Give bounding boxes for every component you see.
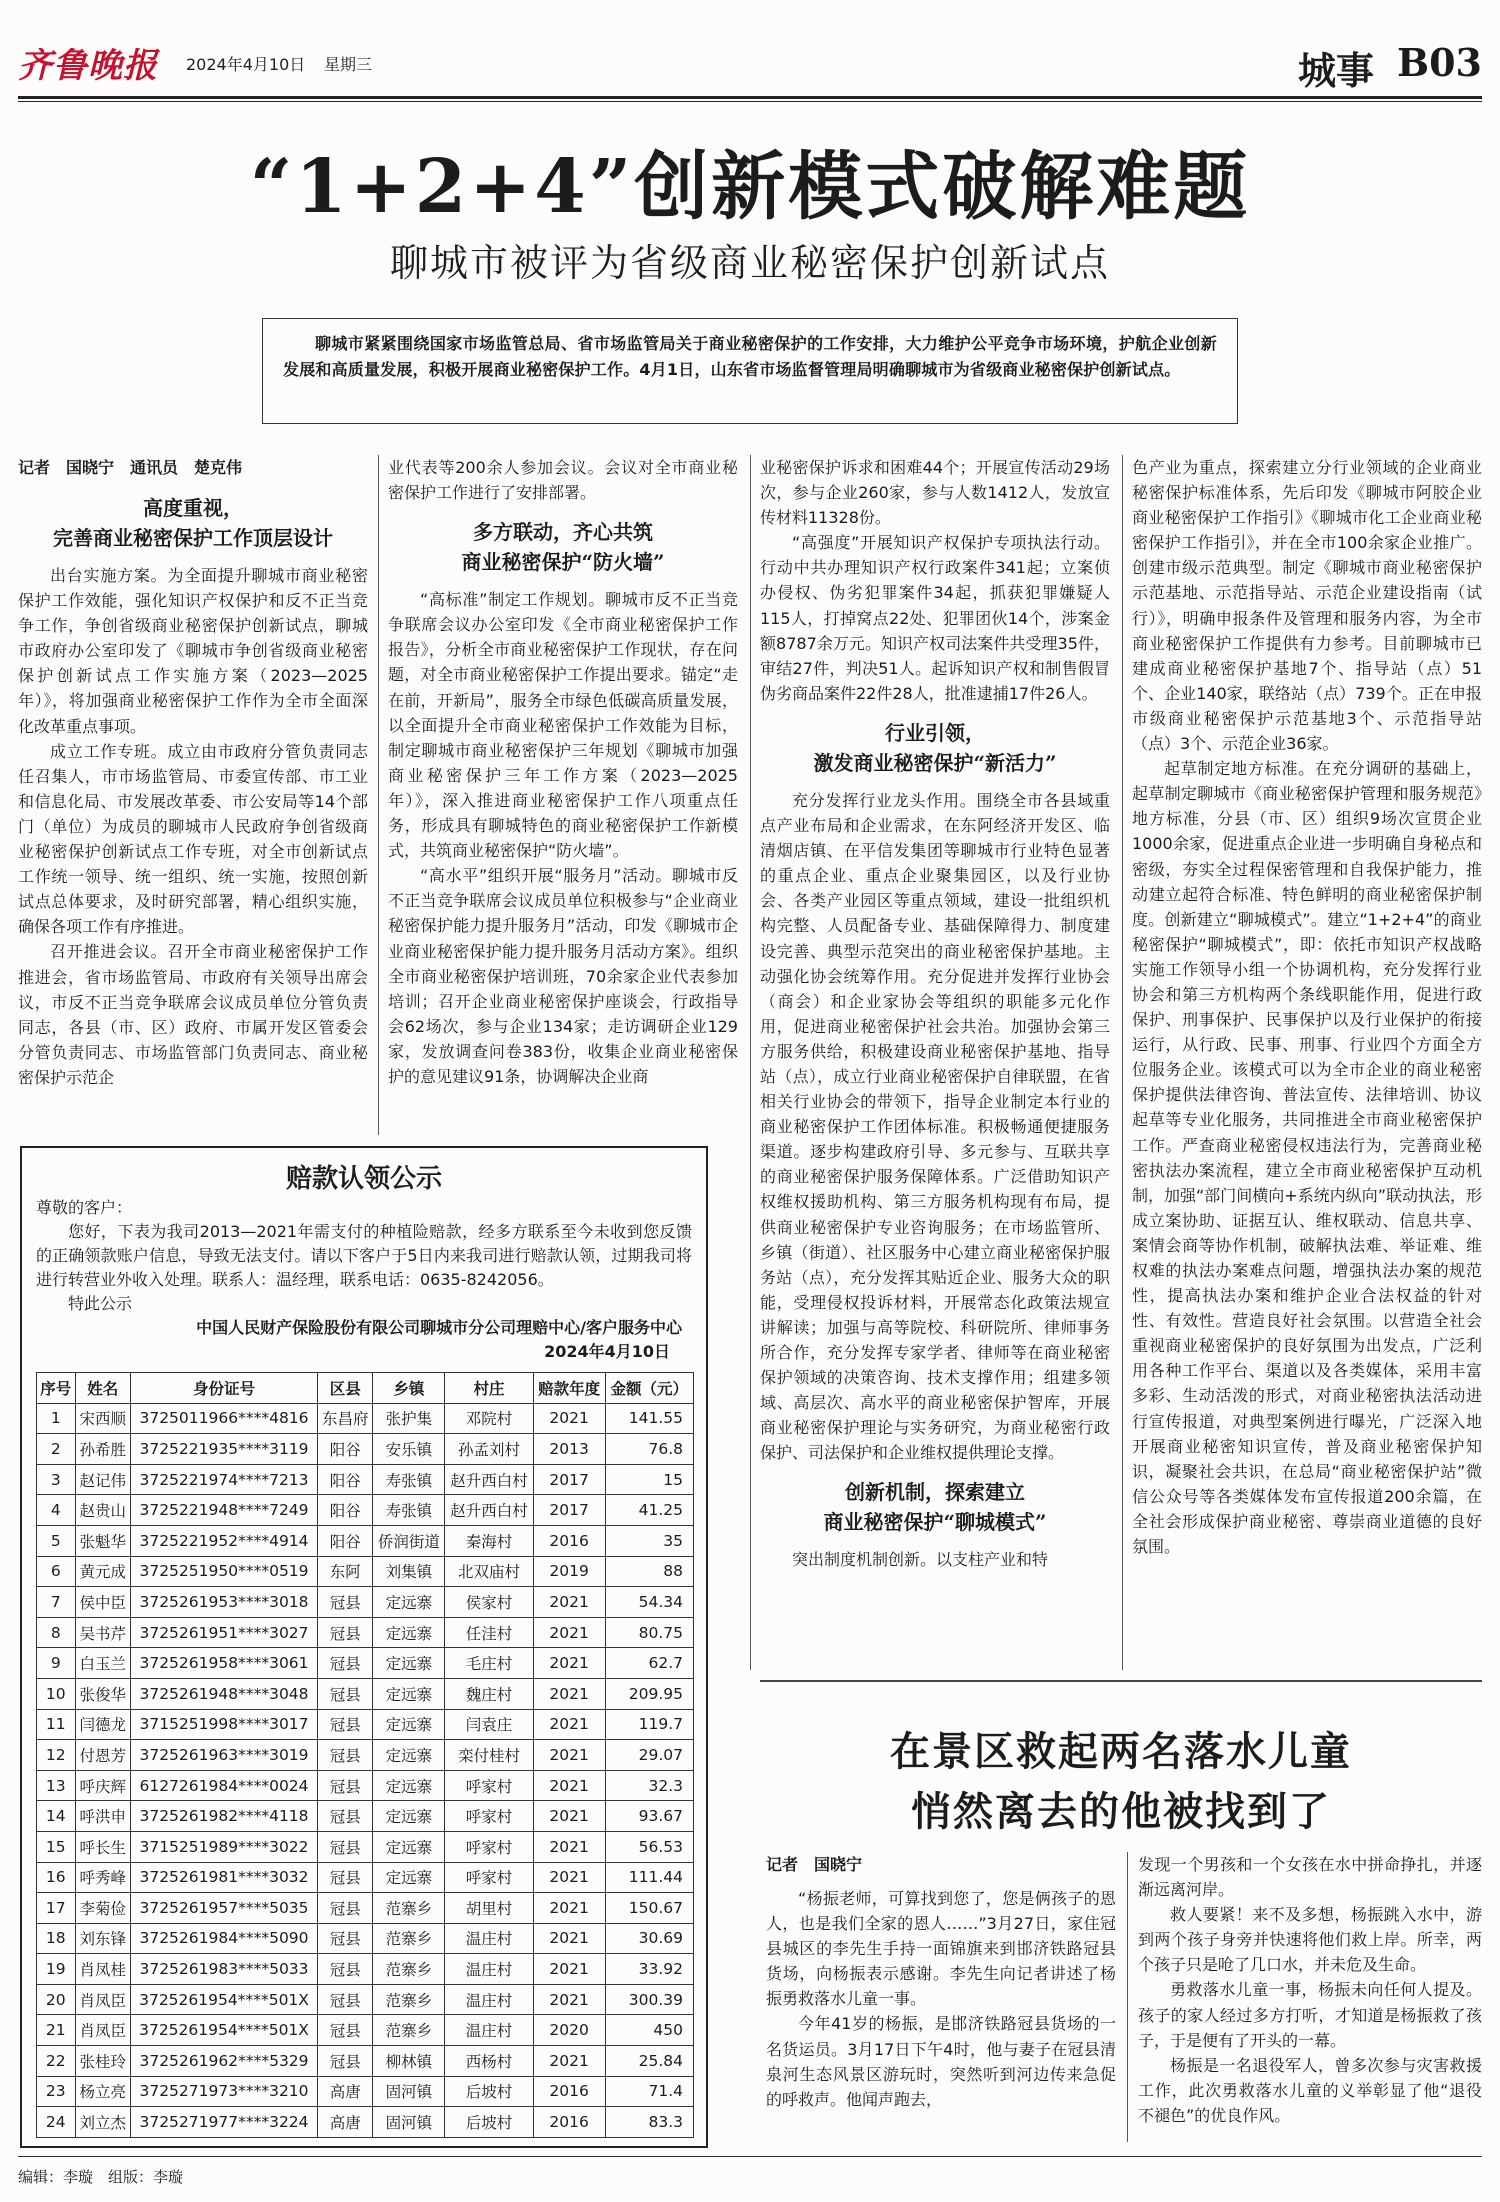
editor-credits: 编辑：李璇 组版：李璇: [18, 2168, 184, 2186]
table-cell: 20: [37, 1984, 76, 2015]
table-cell: 呼家村: [445, 1862, 533, 1893]
table-row: [37, 1556, 694, 1587]
paragraph: 成立工作专班。成立由市政府分管负责同志任召集人，市市场监管局、市委宣传部、市工业和信息化局、市发展改革委、市公安局等14个部门（单位）为成员的聊城市人民政府争创省级商业秘密保护创新试点工作专班，对全市创新试点工作统一领导、统一组织、统一实施，按照创新试点总体要求，及时研究部署，精心组织实施，确保各项工作有序推进。: [18, 741, 368, 937]
table-cell: 22: [37, 2046, 76, 2077]
table-cell: 3725271977****3224: [130, 2107, 317, 2138]
table-cell: 41.25: [605, 1495, 693, 1526]
table-cell: 呼家村: [445, 1801, 533, 1832]
story-title-line1: 在景区救起两名落水儿童: [890, 1728, 1352, 1775]
table-cell: 闫袁庄: [445, 1709, 533, 1740]
table-cell: 19: [37, 1954, 76, 1985]
table-cell: 21: [37, 2015, 76, 2046]
table-cell: 范寨乡: [373, 1954, 445, 1985]
table-cell: 35: [605, 1525, 693, 1556]
table-row: [37, 1709, 694, 1740]
table-cell: 冠县: [318, 1831, 373, 1862]
table-cell: 3715251989****3022: [130, 1831, 317, 1862]
table-cell: 定远寨: [373, 1648, 445, 1679]
table-cell: 2021: [533, 1862, 605, 1893]
table-cell: 33.92: [605, 1954, 693, 1985]
table-cell: 141.55: [605, 1403, 693, 1434]
table-cell: 8: [37, 1617, 76, 1648]
table-cell: 3725261948****3048: [130, 1678, 317, 1709]
table-cell: 冠县: [318, 1740, 373, 1771]
table-cell: 定远寨: [373, 1678, 445, 1709]
table-cell: 3725261963****3019: [130, 1740, 317, 1771]
table-cell: 冠县: [318, 1617, 373, 1648]
masthead-rule: [18, 96, 1482, 99]
table-cell: 定远寨: [373, 1801, 445, 1832]
table-cell: 定远寨: [373, 1862, 445, 1893]
publication-weekday: 星期三: [324, 55, 373, 74]
table-cell: 5: [37, 1525, 76, 1556]
table-cell: 23: [37, 2076, 76, 2107]
table-cell: 定远寨: [373, 1617, 445, 1648]
table-cell: 119.7: [605, 1709, 693, 1740]
table-cell: 24: [37, 2107, 76, 2138]
table-cell: 2021: [533, 1893, 605, 1924]
table-cell: 17: [37, 1893, 76, 1924]
table-cell: 阳谷: [318, 1495, 373, 1526]
paragraph: 业代表等200余人参加会议。会议对全市商业秘密保护工作进行了安排部署。: [388, 458, 738, 503]
table-row: [37, 1434, 694, 1465]
table-row: [37, 1740, 694, 1771]
table-cell: 侨润街道: [373, 1525, 445, 1556]
table-cell: 孙孟刘村: [445, 1434, 533, 1465]
table-cell: 范寨乡: [373, 1923, 445, 1954]
table-cell: 2021: [533, 2046, 605, 2077]
table-cell: 3725261981****3032: [130, 1862, 317, 1893]
table-cell: 15: [605, 1464, 693, 1495]
table-cell: 定远寨: [373, 1709, 445, 1740]
table-header-row: [37, 1373, 694, 1404]
paragraph: 突出制度机制创新。以支柱产业和特: [792, 1550, 1049, 1570]
table-row: [37, 1678, 694, 1709]
table-cell: 冠县: [318, 2046, 373, 2077]
table-cell: 冠县: [318, 1893, 373, 1924]
notice-date: 2024年4月10日: [544, 1342, 670, 1361]
table-cell: 3725261983****5033: [130, 1954, 317, 1985]
section-heading-1-line1: 高度重视，: [143, 496, 243, 520]
table-cell: 孙希胜: [75, 1434, 130, 1465]
table-cell: 柳林镇: [373, 2046, 445, 2077]
notice-body: 您好，下表为我司2013—2021年需支付的种植险赔款，经多方联系至今未收到您反馈的正确领款账户信息，导致无法支付。请以下客户于5日内来我司进行赔款认领，过期我司将进行转营业外收入处理。联系人：温经理，联系电话：0635-8242056。: [36, 1222, 692, 1289]
table-cell: 2: [37, 1434, 76, 1465]
table-cell: 54.34: [605, 1587, 693, 1618]
table-cell: 高唐: [318, 2107, 373, 2138]
claim-notice: [20, 1146, 708, 2148]
table-cell: 后坡村: [445, 2076, 533, 2107]
table-row: [37, 1801, 694, 1832]
table-cell: 定远寨: [373, 1587, 445, 1618]
table-cell: 3715251998****3017: [130, 1709, 317, 1740]
table-header-cell: 身份证号: [130, 1373, 317, 1404]
table-row: [37, 1954, 694, 1985]
table-cell: 阳谷: [318, 1464, 373, 1495]
table-row: [37, 1893, 694, 1924]
section-heading-3-line1: 行业引领，: [885, 720, 985, 745]
table-cell: 侯中臣: [75, 1587, 130, 1618]
table-cell: 2021: [533, 1923, 605, 1954]
table-cell: 呼秀峰: [75, 1862, 130, 1893]
table-row: [37, 2015, 694, 2046]
table-cell: 29.07: [605, 1740, 693, 1771]
table-cell: 冠县: [318, 1923, 373, 1954]
table-cell: 吴书芹: [75, 1617, 130, 1648]
section-heading-4-line2: 商业秘密保护“聊城模式”: [823, 1510, 1047, 1535]
page-subheadline: 聊城市被评为省级商业秘密保护创新试点: [389, 241, 1110, 285]
column-divider: [1127, 1852, 1128, 2142]
table-cell: 肖凤臣: [75, 2015, 130, 2046]
story-column-1: [766, 1852, 1116, 2112]
table-cell: 刘集镇: [373, 1556, 445, 1587]
table-cell: 62.7: [605, 1648, 693, 1679]
section-heading-1-line2: 完善商业秘密保护工作顶层设计: [53, 526, 333, 550]
notice-issuer: 中国人民财产保险股份有限公司聊城市分公司理赔中心/客户服务中心: [196, 1318, 682, 1337]
table-cell: 2021: [533, 1801, 605, 1832]
table-cell: 2016: [533, 1525, 605, 1556]
lead-box: [262, 318, 1238, 424]
table-cell: 3725261984****5090: [130, 1923, 317, 1954]
table-cell: 刘东锋: [75, 1923, 130, 1954]
table-cell: 冠县: [318, 1954, 373, 1985]
table-cell: 10: [37, 1678, 76, 1709]
table-cell: 安乐镇: [373, 1434, 445, 1465]
table-cell: 2021: [533, 1831, 605, 1862]
table-row: [37, 1403, 694, 1434]
table-cell: 2021: [533, 1587, 605, 1618]
table-cell: 范寨乡: [373, 2015, 445, 2046]
table-cell: 张护集: [373, 1403, 445, 1434]
table-row: [37, 2046, 694, 2077]
table-cell: 冠县: [318, 1587, 373, 1618]
paragraph: 勇救落水儿童一事，杨振未向任何人提及。孩子的家人经过多方打听，才知道是杨振救了孩子，于是便有了开头的一幕。: [1138, 1980, 1482, 2050]
table-cell: 11: [37, 1709, 76, 1740]
table-cell: 毛庄村: [445, 1648, 533, 1679]
table-cell: 56.53: [605, 1831, 693, 1862]
table-cell: 张桂玲: [75, 2046, 130, 2077]
table-cell: 宋西顺: [75, 1403, 130, 1434]
section-name: 城事: [1297, 48, 1374, 93]
table-cell: 冠县: [318, 1709, 373, 1740]
column-divider: [750, 455, 751, 1670]
paragraph: 业秘密保护诉求和困难44个；开展宣传活动29场次，参与企业260家，参与人数1412人，发放宣传材料11328份。: [760, 458, 1110, 528]
table-row: [37, 2107, 694, 2138]
paragraph: 今年41岁的杨振，是邯济铁路冠县货场的一名货运员。3月17日下午4时，他与妻子在冠县清泉河生态风景区游玩时，突然听到河边传来急促的呼救声。他闻声跑去，: [766, 2014, 1116, 2109]
masthead-rule-thin: [18, 101, 1482, 102]
claim-table: [36, 1372, 694, 2138]
notice-closing: 特此公示: [68, 1294, 133, 1313]
table-cell: 76.8: [605, 1434, 693, 1465]
table-cell: 温庄村: [445, 1954, 533, 1985]
table-cell: 3725261954****501X: [130, 1984, 317, 2015]
table-cell: 25.84: [605, 2046, 693, 2077]
table-row: [37, 1770, 694, 1801]
paragraph: “高标准”制定工作规划。聊城市反不正当竞争联席会议办公室印发《全市商业秘密保护工作报告》，分析全市商业秘密保护工作现状，存在问题，对全市商业秘密保护工作提出要求。锚定“走在前，开新局”，服务全市绿色低碳高质量发展，以全面提升全市商业秘密保护工作效能为目标，制定聊城市商业秘密保护三年规划《聊城市加强商业秘密保护三年工作方案（2023—2025年）》，深入推进商业秘密保护工作八项重点任务，形成具有聊城特色的商业秘密保护工作新模式，共筑商业秘密保护“防火墙”。: [388, 590, 738, 861]
table-cell: 赵贵山: [75, 1495, 130, 1526]
article-byline: 记者 国晓宁 通讯员 楚克伟: [18, 458, 243, 477]
table-cell: 2021: [533, 1740, 605, 1771]
table-cell: 300.39: [605, 1984, 693, 2015]
table-cell: 2020: [533, 2015, 605, 2046]
column-divider: [1122, 455, 1123, 1670]
table-cell: 2021: [533, 1617, 605, 1648]
table-cell: 2021: [533, 1954, 605, 1985]
table-cell: 6: [37, 1556, 76, 1587]
table-cell: 209.95: [605, 1678, 693, 1709]
table-cell: 后坡村: [445, 2107, 533, 2138]
table-cell: 80.75: [605, 1617, 693, 1648]
table-header-cell: 村庄: [445, 1373, 533, 1404]
table-row: [37, 1495, 694, 1526]
table-body: [37, 1403, 694, 2137]
section-heading-4: [760, 1477, 1110, 1537]
table-cell: 张俊华: [75, 1678, 130, 1709]
table-cell: 付恩芳: [75, 1740, 130, 1771]
table-row: [37, 1617, 694, 1648]
table-cell: 北双庙村: [445, 1556, 533, 1587]
section-heading-3-line2: 激发商业秘密保护“新活力”: [813, 750, 1057, 775]
table-cell: 111.44: [605, 1862, 693, 1893]
table-row: [37, 1648, 694, 1679]
table-cell: 冠县: [318, 1984, 373, 2015]
table-cell: 范寨乡: [373, 1984, 445, 2015]
table-cell: 14: [37, 1801, 76, 1832]
table-cell: 3725251950****0519: [130, 1556, 317, 1587]
page-number: B03: [1397, 40, 1482, 85]
table-cell: 16: [37, 1862, 76, 1893]
article-column-1: [18, 455, 368, 1090]
table-cell: 150.67: [605, 1893, 693, 1924]
paragraph: “高强度”开展知识产权保护专项执法行动。行动中共办理知识产权行政案件341起；立案侦办侵权、伪劣犯罪案件34起，抓获犯罪嫌疑人115人，打掉窝点22处、犯罪团伙14个，涉案金额8787余万元。知识产权司法案件共受理35件，审结27件，判决51人。起诉知识产权和制售假冒伪劣商品案件22件28人，批准逮捕17件26人。: [760, 533, 1110, 703]
table-row: [37, 1923, 694, 1954]
table-row: [37, 2076, 694, 2107]
table-cell: 阳谷: [318, 1525, 373, 1556]
table-cell: 呼庆辉: [75, 1770, 130, 1801]
table-row: [37, 1464, 694, 1495]
table-cell: 邓院村: [445, 1403, 533, 1434]
table-cell: 83.3: [605, 2107, 693, 2138]
table-cell: 呼家村: [445, 1831, 533, 1862]
table-cell: 肖凤臣: [75, 1984, 130, 2015]
table-cell: 冠县: [318, 2015, 373, 2046]
table-cell: 范寨乡: [373, 1893, 445, 1924]
story-divider: [760, 1680, 1482, 1682]
masthead: [18, 8, 1482, 104]
newspaper-logo: 齐鲁晚报: [18, 46, 158, 86]
paragraph: 出台实施方案。为全面提升聊城市商业秘密保护工作效能，强化知识产权保护和反不正当竞争工作，争创省级商业秘密保护创新试点，聊城市政府办公室印发了《聊城市争创省级商业秘密保护创新试点工作实施方案（2023—2025年）》，将加强商业秘密保护工作作为全市全面深化改革重点事项。: [18, 566, 368, 736]
table-cell: 2017: [533, 1464, 605, 1495]
section-heading-2-line2: 商业秘密保护“防火墙”: [461, 550, 665, 575]
section-heading-1: [18, 493, 368, 553]
table-cell: 7: [37, 1587, 76, 1618]
table-header-cell: 乡镇: [373, 1373, 445, 1404]
table-cell: 侯家村: [445, 1587, 533, 1618]
table-cell: 胡里村: [445, 1893, 533, 1924]
table-cell: 西杨村: [445, 2046, 533, 2077]
section-heading-2: [388, 517, 738, 577]
table-cell: 冠县: [318, 1648, 373, 1679]
table-cell: 2016: [533, 2107, 605, 2138]
table-cell: 9: [37, 1648, 76, 1679]
table-cell: 3725011966****4816: [130, 1403, 317, 1434]
table-cell: 赵升西白村: [445, 1464, 533, 1495]
table-cell: 2021: [533, 1678, 605, 1709]
article-column-3: [760, 455, 1110, 1573]
paragraph: 充分发挥行业龙头作用。围绕全市各县域重点产业布局和企业需求，在东阿经济开发区、临清烟店镇、在平信发集团等聊城市行业特色显著的重点企业、重点企业聚集园区，以及行业协会、各类产业园区等重点领域，建设一批组织机构完整、人员配备专业、基础保障得力、制度建设完善、典型示范突出的商业秘密保护基地。主动强化协会统筹作用。充分促进并发挥行业协会（商会）和企业家协会等组织的职能多元化作用，促进商业秘密保护社会共治。加强协会第三方服务供给，积极建设商业秘密保护基地、指导站（点），成立行业商业秘密保护自律联盟，在省相关行业协会的带领下，指导企业制定本行业的商业秘密保护工作团体标准。积极畅通便捷服务渠道。逐步构建政府引导、多元参与、互联共享的商业秘密保护服务保障体系。广泛借助知识产权维权援助机构、第三方服务机构现有布局，提供商业秘密保护专业咨询服务；在市场监管所、乡镇（街道）、社区服务中心建立商业秘密保护服务站（点），充分发挥其贴近企业、服务大众的职能，受理侵权投诉材料，开展常态化政策法规宣讲解读；加强与高等院校、科研院所、律师事务所合作，充分发挥专家学者、律师等在商业秘密保护领域的决策咨询、技术支撑作用；组建多领域、高层次、高水平的商业秘密保护智库，开展商业秘密保护理论与实务研究，为商业秘密行政保护、司法保护和企业维权提供理论支撑。: [760, 790, 1110, 1463]
table-cell: 2016: [533, 2076, 605, 2107]
table-cell: 2019: [533, 1556, 605, 1587]
footer-rule: [18, 2156, 1482, 2157]
table-cell: 3725261957****5035: [130, 1893, 317, 1924]
table-cell: 450: [605, 2015, 693, 2046]
table-row: [37, 1984, 694, 2015]
table-cell: 闫德龙: [75, 1709, 130, 1740]
paragraph: 起草制定地方标准。在充分调研的基础上，起草制定聊城市《商业秘密保护管理和服务规范》地方标准，分县（市、区）组织9场次宣贯企业1000余家，促进重点企业进一步明确自身秘点和密级，夯实全过程保密管理和自我保护能力，推动建立起符合标准、特色鲜明的商业秘密保护制度。创新建立“聊城模式”。建立“1+2+4”的商业秘密保护“聊城模式”，即：依托市知识产权战略实施工作领导小组一个协调机构，充分发挥行业协会和第三方机构两个条线职能作用，促进行政保护、刑事保护、民事保护以及行业保护的衔接运行，从行政、民事、刑事、行业四个方面全方位服务企业。该模式可以为全市企业的商业秘密保护提供法律咨询、普法宣传、法律培训、协议起草等专业化服务，共同推进全市商业秘密保护工作。严查商业秘密侵权违法行为，完善商业秘密执法办案流程，建立全市商业秘密保护互动机制，加强“部门间横向+系统内纵向”联动执法，形成立案协助、证据互认、维权联动、信息共享、案情会商等协作机制，破解执法难、举证难、维权难的执法办案难点问题，增强执法办案的规范性，提高执法办案和维护企业合法权益的针对性、有效性。营造良好社会氛围。以营造全社会重视商业秘密保护的良好氛围为出发点，广泛利用各种工作平台、渠道以及各类媒体，采用丰富多彩、生动活泼的形式，对商业秘密执法活动进行宣传报道，对典型案例进行曝光，广泛深入地开展商业秘密知识宣传，普及商业秘密保护知识，凝聚社会共识，在总局“商业秘密保护站”微信公众号等各类媒体发布宣传报道200余篇，在全社会形成保护商业秘密、尊崇商业道德的良好氛围。: [1132, 759, 1482, 1557]
table-cell: 冠县: [318, 1862, 373, 1893]
column-divider: [378, 455, 379, 1135]
page-headline: “1+2+4”创新模式破解难题: [249, 144, 1251, 230]
table-cell: 肖凤桂: [75, 1954, 130, 1985]
table-cell: 定远寨: [373, 1740, 445, 1771]
table-cell: 高唐: [318, 2076, 373, 2107]
table-header-cell: 序号: [37, 1373, 76, 1404]
paragraph: “杨振老师，可算找到您了，您是俩孩子的恩人，也是我们全家的恩人……”3月27日，家住冠县城区的李先生手持一面锦旗来到邯济铁路冠县货场，向杨振表示感谢。李先生向记者讲述了杨振勇救落水儿童一事。: [766, 1889, 1116, 2009]
notice-greeting: 尊敬的客户：: [36, 1198, 133, 1217]
table-row: [37, 1587, 694, 1618]
paragraph: 召开推进会议。召开全市商业秘密保护工作推进会，省市场监管局、市政府有关领导出席会议，市反不正当竞争联席会议成员单位分管负责同志，各县（市、区）政府、市属开发区管委会分管负责同志、市场监管部门负责同志、商业秘密保护示范企: [18, 942, 368, 1087]
table-cell: 呼家村: [445, 1770, 533, 1801]
story-column-2: [1138, 1852, 1482, 2128]
table-cell: 东阿: [318, 1556, 373, 1587]
table-cell: 71.4: [605, 2076, 693, 2107]
table-header-cell: 赔款年度: [533, 1373, 605, 1404]
table-cell: 3725261953****3018: [130, 1587, 317, 1618]
table-cell: 2021: [533, 1709, 605, 1740]
table-cell: 3725261958****3061: [130, 1648, 317, 1679]
table-cell: 18: [37, 1923, 76, 1954]
paragraph: 色产业为重点，探索建立分行业领域的企业商业秘密保护标准体系，先后印发《聊城市阿胶企业商业秘密保护工作指引》《聊城市化工企业商业秘密保护工作指引》，并在全市100余家企业推广。创建市级示范典型。制定《聊城市商业秘密保护示范基地、示范指导站、示范企业建设指南（试行）》，明确申报条件及管理和服务内容，为全市商业秘密保护工作提供有力参考。目前聊城市已建成商业秘密保护基地7个、指导站（点）51个、企业140家，联络站（点）739个。正在申报市级商业秘密保护示范基地3个、示范指导站（点）3个、示范企业36家。: [1132, 458, 1482, 754]
notice-title: 赔款认领公示: [285, 1164, 442, 1194]
table-cell: 东昌府: [318, 1403, 373, 1434]
table-cell: 温庄村: [445, 1984, 533, 2015]
table-cell: 温庄村: [445, 1923, 533, 1954]
table-cell: 冠县: [318, 1770, 373, 1801]
table-cell: 3725271973****3210: [130, 2076, 317, 2107]
table-cell: 刘立杰: [75, 2107, 130, 2138]
table-cell: 杨立亮: [75, 2076, 130, 2107]
table-cell: 魏庄村: [445, 1678, 533, 1709]
table-row: [37, 1525, 694, 1556]
section-heading-2-line1: 多方联动，齐心共筑: [473, 520, 653, 545]
table-cell: 6127261984****0024: [130, 1770, 317, 1801]
table-cell: 2013: [533, 1434, 605, 1465]
table-cell: 黄元成: [75, 1556, 130, 1587]
section-heading-3: [760, 718, 1110, 778]
table-cell: 15: [37, 1831, 76, 1862]
table-cell: 3: [37, 1464, 76, 1495]
table-row: [37, 1831, 694, 1862]
table-cell: 赵记伟: [75, 1464, 130, 1495]
article-column-2: [388, 455, 738, 1089]
table-cell: 2021: [533, 1403, 605, 1434]
table-cell: 栾付桂村: [445, 1740, 533, 1771]
table-cell: 30.69: [605, 1923, 693, 1954]
table-cell: 3725261954****501X: [130, 2015, 317, 2046]
table-cell: 冠县: [318, 1801, 373, 1832]
table-cell: 寿张镇: [373, 1495, 445, 1526]
table-cell: 2017: [533, 1495, 605, 1526]
table-cell: 3725221974****7213: [130, 1464, 317, 1495]
table-cell: 李菊俭: [75, 1893, 130, 1924]
table-cell: 固河镇: [373, 2076, 445, 2107]
table-cell: 88: [605, 1556, 693, 1587]
table-header-cell: 金额（元）: [605, 1373, 693, 1404]
paragraph: 救人要紧！来不及多想，杨振跳入水中，游到两个孩子身旁并快速将他们救上岸。所幸，两个孩子只是呛了几口水，并未危及生命。: [1138, 1905, 1482, 1975]
table-cell: 4: [37, 1495, 76, 1526]
table-cell: 13: [37, 1770, 76, 1801]
table-cell: 冠县: [318, 1678, 373, 1709]
paragraph: “高水平”组织开展“服务月”活动。聊城市反不正当竞争联席会议成员单位积极参与“企业商业秘密保护能力提升服务月”活动，印发《聊城市企业商业秘密保护能力提升服务月活动方案》。组织全市商业秘密保护培训班，70余家企业代表参加培训；召开企业商业秘密保护座谈会，行政指导会62场次，参与企业134家；走访调研企业129家，发放调查问卷383份，收集企业商业秘密保护的意见建议91条，协调解决企业商: [388, 866, 738, 1086]
table-cell: 2021: [533, 1648, 605, 1679]
table-cell: 固河镇: [373, 2107, 445, 2138]
section-heading-4-line1: 创新机制，探索建立: [845, 1480, 1025, 1505]
table-row: [37, 1862, 694, 1893]
story-byline: 记者 国晓宁: [766, 1855, 863, 1874]
table-cell: 任洼村: [445, 1617, 533, 1648]
table-header-cell: 姓名: [75, 1373, 130, 1404]
table-cell: 1: [37, 1403, 76, 1434]
table-cell: 3725261951****3027: [130, 1617, 317, 1648]
table-cell: 赵升西白村: [445, 1495, 533, 1526]
table-cell: 阳谷: [318, 1434, 373, 1465]
table-cell: 3725261962****5329: [130, 2046, 317, 2077]
table-cell: 温庄村: [445, 2015, 533, 2046]
table-cell: 秦海村: [445, 1525, 533, 1556]
table-cell: 93.67: [605, 1801, 693, 1832]
table-cell: 白玉兰: [75, 1648, 130, 1679]
table-cell: 3725221948****7249: [130, 1495, 317, 1526]
publication-date: 2024年4月10日: [186, 55, 306, 74]
lead-text: 聊城市紧紧围绕国家市场监管总局、省市场监管局关于商业秘密保护的工作安排，大力维护公平竞争市场环境，护航企业创新发展和高质量发展，积极开展商业秘密保护工作。4月1日，山东省市场监督管理局明确聊城市为省级商业秘密保护创新试点。: [283, 334, 1217, 379]
table-cell: 2021: [533, 1770, 605, 1801]
paragraph: 发现一个男孩和一个女孩在水中拼命挣扎，并逐渐远离河岸。: [1138, 1855, 1482, 1900]
table-cell: 呼洪申: [75, 1801, 130, 1832]
table-header-cell: 区县: [318, 1373, 373, 1404]
table-cell: 呼长生: [75, 1831, 130, 1862]
table-cell: 张魁华: [75, 1525, 130, 1556]
table-cell: 定远寨: [373, 1770, 445, 1801]
table-cell: 2021: [533, 1984, 605, 2015]
table-cell: 3725221952****4914: [130, 1525, 317, 1556]
table-cell: 3725261982****4118: [130, 1801, 317, 1832]
paragraph: 杨振是一名退役军人，曾多次参与灾害救援工作，此次勇救落水儿童的义举彰显了他“退役不褪色”的优良作风。: [1138, 2055, 1482, 2125]
table-cell: 寿张镇: [373, 1464, 445, 1495]
table-cell: 12: [37, 1740, 76, 1771]
article-column-4: [1132, 455, 1482, 1559]
table-cell: 3725221935****3119: [130, 1434, 317, 1465]
story-title-line2: 悄然离去的他被找到了: [911, 1788, 1331, 1835]
table-cell: 定远寨: [373, 1831, 445, 1862]
table-cell: 32.3: [605, 1770, 693, 1801]
